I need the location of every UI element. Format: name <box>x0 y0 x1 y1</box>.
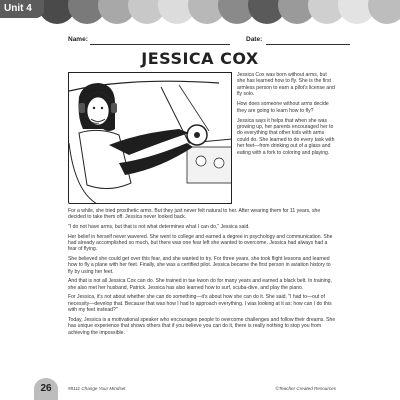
pilot-illustration <box>69 73 232 204</box>
banner-circle <box>368 0 400 24</box>
top-banner <box>0 0 400 28</box>
unit-tab: Unit 4 <box>0 0 44 18</box>
body-paragraph: And that is not all Jessica Cox can do. She trained in tae kwon do for many years and earned a black belt. In training, she also met her husband, Patrick. Jessica has also learned how to surf, scuba-dive, and play the piano. <box>68 278 332 291</box>
body-paragraph: For a while, she tried prosthetic arms. But they just never felt natural to her. After wearing them for 11 years, she decided to take them off. Jessica never looked back. <box>68 208 321 221</box>
date-label: Date: <box>246 36 263 43</box>
body-paragraph: Today, Jessica is a motivational speaker who encourages people to overcome challenges and follow their dreams. She has unique experience that shows others that if you believe you can do it, there is really nothing to stop you from achieving the impossible. <box>68 316 336 336</box>
sidebar-text <box>237 72 335 160</box>
footer-right: ©Teacher Created Resources <box>275 386 336 391</box>
date-line[interactable] <box>266 44 350 45</box>
body-paragraph: Her belief in herself never wavered. She went to college and earned a degree in psychology and communication. She had already accomplished so much, but there was one fear left she wanted to overcome. Jessica had always had a fear of flying. <box>68 233 333 253</box>
body-paragraph: For Jessica, it's not about whether she can do something—it's about how she can do it. She said, "I had to—out of necessity—develop that. Because that was how I had to approach everything. I was looking at it as: how can I do this with my feet instead?" <box>68 294 332 314</box>
side-paragraph: How does someone without arms decide they are going to learn how to fly? <box>237 101 329 114</box>
illustration <box>68 72 232 204</box>
page-title: JESSICA COX <box>141 49 259 68</box>
footer-left: #8111 Change Your Mindset <box>68 386 126 391</box>
body-paragraph: She believed she could get over this fear, and she wanted to try. For three years, she took flight lessons and learned how to fly a plane with her feet. Finally, she was a certified pilot. Jessica became the first person in aviation history to fly by using her feet. <box>68 256 331 275</box>
side-paragraph: Jessica says it helps that when she was growing up, her parents encouraged her to do everything that other kids with arms could do. She learned to do every task with her feet—from drinking out of a glass and eating with a fork to coloring and playing. <box>237 117 335 156</box>
article-body <box>68 208 336 339</box>
name-date-row <box>68 36 348 48</box>
body-paragraph: "I do not have arms, but that is not what determines what I can do," Jessica said. <box>68 224 250 230</box>
side-paragraph: Jessica Cox was born without arms, but she has learned how to fly. She is the first armless person to earn a pilot's license and fly solo. <box>237 72 335 98</box>
page-number: 26 <box>34 378 58 400</box>
name-label: Name: <box>68 36 88 43</box>
name-line[interactable] <box>90 44 230 45</box>
